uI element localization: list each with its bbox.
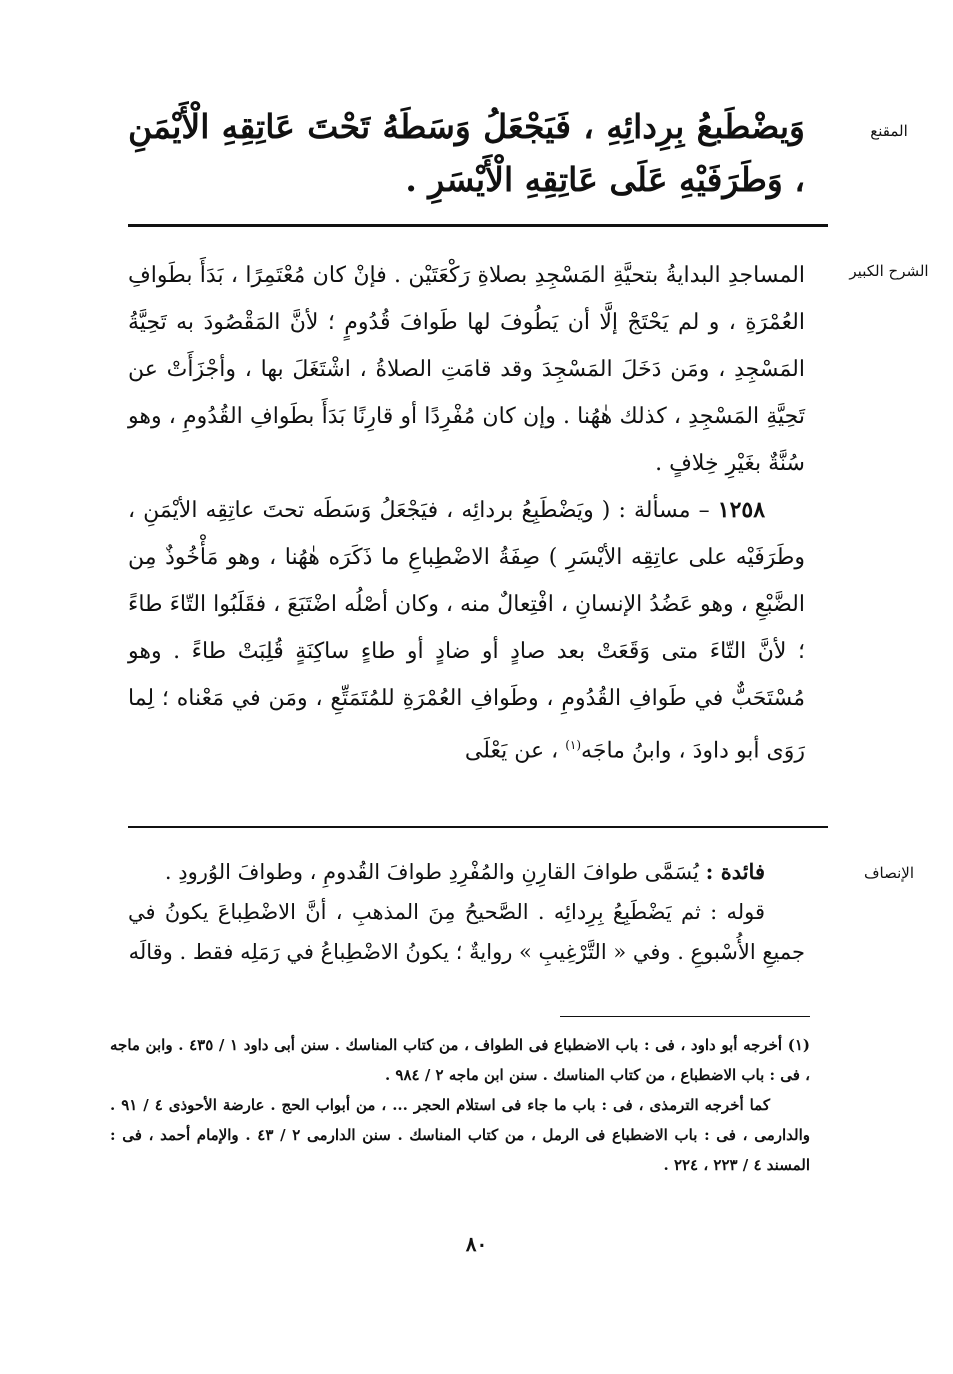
footnote-1: (١) أخرجه أبو داود ، فى : باب الاضطباع فى الطواف ، من كتاب المناسك . سنن أبى داود ١ / ٤٣٥ . وابن ماجه ، فى : باب الاضطباع ، من كتاب المناسك . سنن ابن ماجه ٢ / ٩٨٤ . — [110, 1036, 811, 1084]
footnotes — [110, 1030, 810, 1180]
sharh-paragraph-1: المساجدِ البدايةُ بتحيَّةِ المَسْجِدِ بصلاةِ رَكْعَتَيْن . فإنْ كان مُعْتَمِرًا ، بَدَأَ بطَوافِ العُمْرَةِ ، و لم يَحْتَجْ إلَّا أن يَطُوفَ لها طَوافَ قُدُومٍ ؛ لأنَّ المَقْصُودَ به تَحِيَّةُ المَسْجِدِ ، ومَن دَخَلَ المَسْجِدَ وقد قامَتِ الصلاةُ ، اشْتَغَلَ بها ، وأجْزَأَتْ عن تَحِيَّةِ المَسْجِدِ ، كذلك هٰهُنا . وإن كان مُفْرِدًا أو قارِنًا بَدَأَ بطَوافِ القُدُومِ ، وهو سُنَّةٌ بغَيْرِ خِلافٍ . — [128, 263, 805, 476]
page-number: ٨٠ — [465, 1232, 488, 1256]
sharh-text — [128, 252, 805, 774]
insaf-paragraph-1 — [128, 852, 805, 892]
insaf-label: الإنصاف — [863, 864, 915, 882]
faida-text: يُسَمَّى طوافَ القارِنِ والمُفْرِدِ طوافَ القُدومِ ، وطوافَ الوُرودِ . — [164, 860, 706, 884]
sharh-paragraph-2 — [128, 487, 805, 774]
footnote-divider — [560, 1016, 810, 1017]
issue-text-end: ، عن يَعْلَى — [464, 738, 566, 764]
footnote-reference: (١) — [565, 738, 582, 752]
muqni-text — [128, 100, 805, 206]
muqni-label: المقنع — [870, 122, 908, 140]
insaf-text — [128, 852, 805, 972]
muqni-paragraph: وَيضْطَبعُ بِرِدائِهِ ، فَيَجْعَلُ وَسَطَهُ تَحْتَ عَاتِقِهِ الْأَيْمَنِ ، وَطَرَفَيْهِ عَلَى عَاتِقِهِ الْأَيْسَرِ . — [128, 107, 805, 199]
footnote-2: كما أخرجه الترمذى ، فى : باب ما جاء فى استلام الحجر ... ، من أبواب الحج . عارضة الأحوذى ٤ / ٩١ . والدارمى ، فى : باب الاضطباع فى الرمل ، من كتاب المناسك . سنن الدارمى ٢ / ٤٣ . والإمام أحمد ، فى : المسند ٤ / ٢٢٣ ، ٢٢٤ . — [110, 1096, 810, 1174]
faida-label: فائدة : — [705, 859, 765, 884]
sharh-label: الشرح الكبير — [849, 262, 929, 280]
insaf-paragraph-2: قوله : ثم يَضْطَبِعُ بِرِدائِه . الصَّحيحُ مِنَ المذهبِ ، أنَّ الاضْطِباعَ يكونُ في جميعِ الأُسْبوعِ . وفي « التَّرْغِيبِ » روايةٌ ؛ يكونُ الاضْطِباعُ في رَمَلِه فقط . وقالَه — [128, 900, 805, 964]
section-divider — [128, 224, 828, 227]
section-divider — [128, 826, 828, 828]
issue-text: – مسألة : ( ويَضْطَبِعُ بردائِه ، فيَجْعَلُ وَسَطَه تحتَ عاتِقِه الأيْمَنِ ، وطَرَفَيْه على عاتِقِه الأيْسَرِ ) صِفَةُ الاضْطِباعِ ما ذَكَرَه هٰهُنا ، وهو مَأْخُوذٌ مِن الضَّبْعِ ، وهو عَضُدُ الإنسانِ ، افْتِعالٌ منه ، وكان أصْلُه اضْتَبَعَ ، فقَلَبُوا التّاءَ طاءً ؛ لأنَّ التّاءَ متى وَقَعَتْ بعد صادٍ أو ضادٍ أو طاءٍ ساكِنَةٍ قُلِبَتْ طاءً . وهو مُسْتَحَبٌّ في طَوافِ القُدُومِ ، وطَوافِ العُمْرَةِ للمُتَمَتِّعِ ، ومَن في مَعْناه ؛ لِما رَوَى أبو داودَ ، وابنُ ماجَه — [128, 498, 805, 764]
issue-number: ١٢٥٨ — [717, 497, 766, 523]
